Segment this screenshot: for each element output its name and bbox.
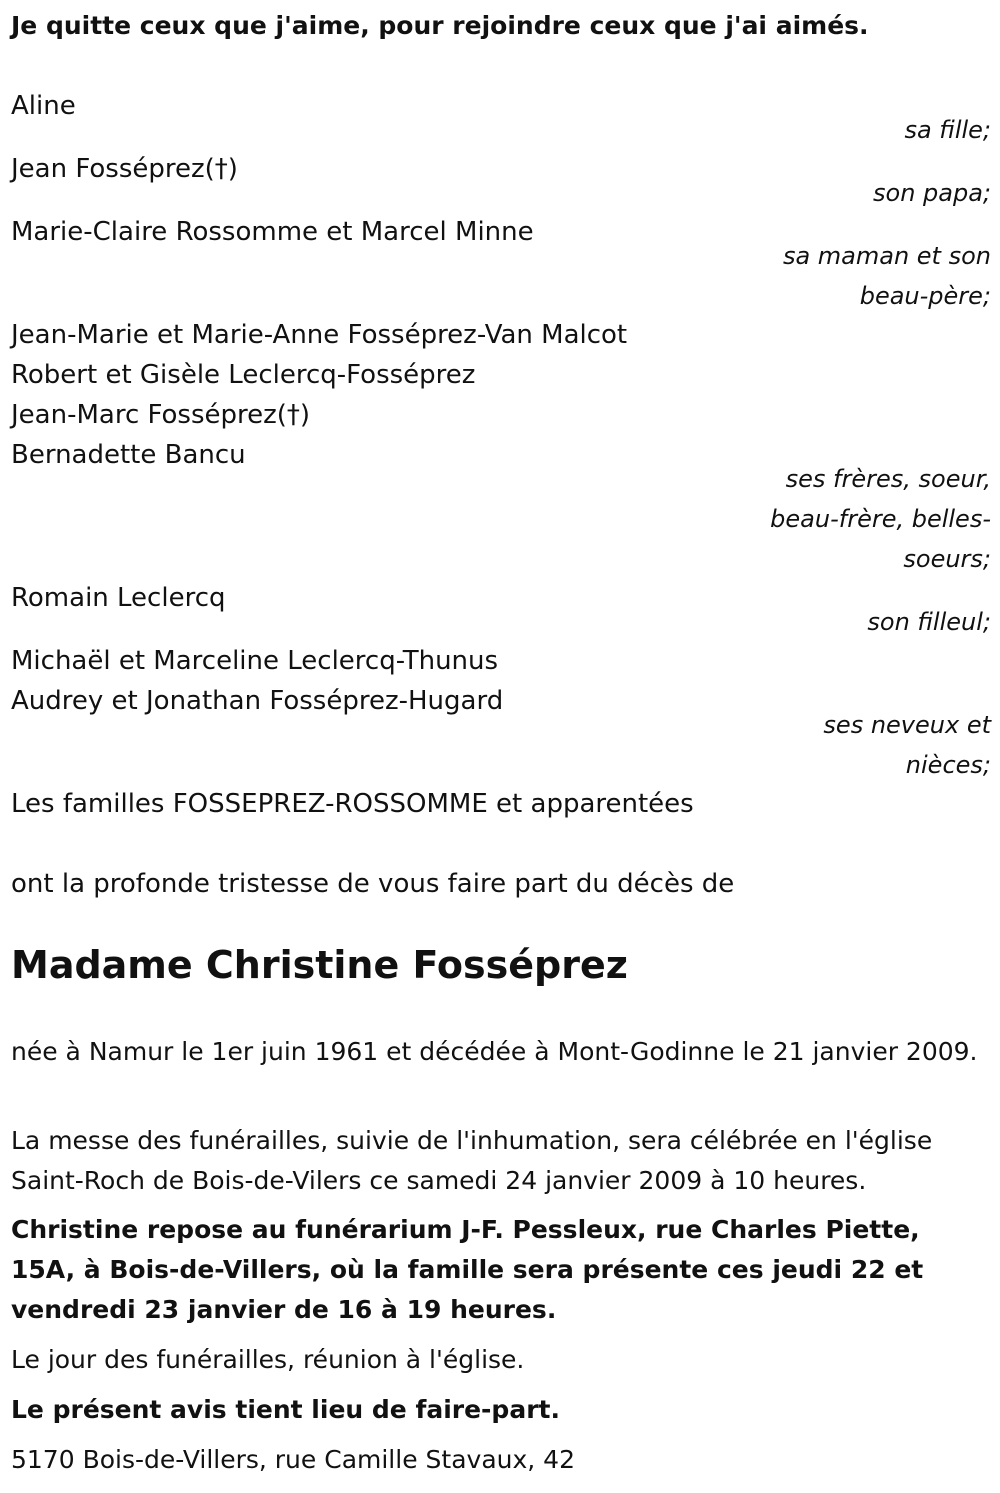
families-line: Les familles FOSSEPREZ-ROSSOMME et apparentées [11, 789, 694, 819]
meeting-paragraph: Le jour des funérailles, réunion à l'église. [11, 1345, 525, 1374]
mourner-name: Romain Leclercq [11, 583, 226, 613]
mourner-name: Marie-Claire Rossomme et Marcel Minne [11, 217, 534, 247]
mourner-name: Michaël et Marceline Leclercq-Thunus [11, 646, 499, 676]
mourner-relation: sa fille; [904, 116, 991, 144]
notice-paragraph: Le présent avis tient lieu de faire-part. [11, 1395, 560, 1424]
mourner-relation: ses frères, soeur, beau-frère, belles-soeurs; [770, 465, 991, 573]
announcement-line: ont la profonde tristesse de vous faire part du décès de [11, 869, 735, 899]
mourner-name: Audrey et Jonathan Fosséprez-Hugard [11, 686, 504, 716]
mourner-name: Aline [11, 91, 76, 121]
birth-death-paragraph: née à Namur le 1er juin 1961 et décédée à Mont-Godinne le 21 janvier 2009. [11, 1037, 978, 1066]
mourner-name: Bernadette Bancu [11, 440, 246, 470]
mourner-name: Robert et Gisèle Leclercq-Fosséprez [11, 360, 476, 390]
mourner-relation: son filleul; [867, 608, 991, 636]
mourner-relation: ses neveux et nièces; [823, 711, 991, 779]
mourner-relation: son papa; [873, 179, 991, 207]
opening-quote: Je quitte ceux que j'aime, pour rejoindre ceux que j'ai aimés. [11, 11, 869, 40]
mourner-name: Jean-Marc Fosséprez(†) [11, 400, 311, 430]
mourner-relation: sa maman et son beau-père; [782, 242, 991, 310]
funerarium-paragraph: Christine repose au funérarium J-F. Pessleux, rue Charles Piette, 15A, à Bois-de-Villers, où la famille sera présente ces jeudi 22 et vendredi 23 janvier de 16 à 19 heures. [11, 1215, 924, 1324]
mourner-name: Jean Fosséprez(†) [11, 154, 238, 184]
mourner-name: Jean-Marie et Marie-Anne Fosséprez-Van Malcot [11, 320, 628, 350]
mass-paragraph: La messe des funérailles, suivie de l'inhumation, sera célébrée en l'église Saint-Roch de Bois-de-Vilers ce samedi 24 janvier 2009 à 10 heures. [11, 1126, 933, 1195]
deceased-name: Madame Christine Fosséprez [11, 943, 628, 987]
address-line: 5170 Bois-de-Villers, rue Camille Stavaux, 42 [11, 1445, 575, 1474]
